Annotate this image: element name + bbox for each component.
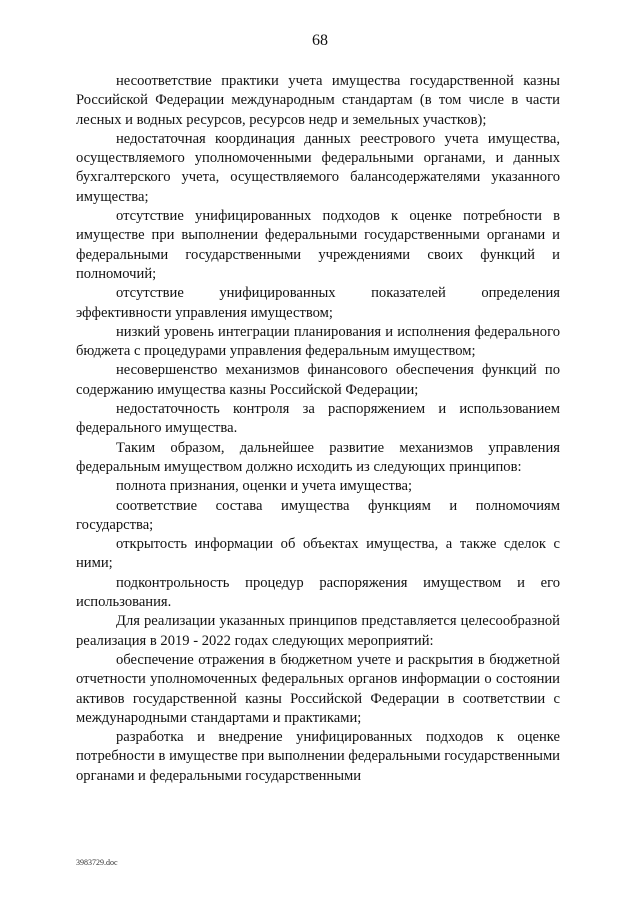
paragraph: полнота признания, оценки и учета имущества; [116,478,413,495]
footer-doc-code: 3983729.doc [76,858,118,867]
page-number: 68 [312,32,328,49]
body-text [76,72,560,786]
paragraph: соответствие состава имущества функциям и полномочиям государства; [76,497,560,533]
paragraph: Для реализации указанных принципов представляется целесообразной реализация в 2019 - 2022 годах следующих мероприятий: [76,613,560,649]
paragraph: недостаточность контроля за распоряжением и использованием федерального имущества. [76,401,560,437]
paragraph: отсутствие унифицированных показателей определения эффективности управления имуществом; [76,285,560,321]
paragraph: низкий уровень интеграции планирования и исполнения федерального бюджета с процедурами управления федеральным имуществом; [76,323,560,360]
paragraph: разработка и внедрение унифицированных подходов к оценке потребности в имуществе при выполнении федеральными государственными органами и федеральными государственными [76,729,560,784]
paragraph: отсутствие унифицированных подходов к оценке потребности в имуществе при выполнении федеральными государственными органами и федеральными государственными учреждениями своих функций и полномочий; [76,208,560,282]
paragraph: подконтрольность процедур распоряжения имуществом и его использования. [76,574,560,611]
paragraph: Таким образом, дальнейшее развитие механизмов управления федеральным имуществом должно исходить из следующих принципов: [76,439,560,475]
paragraph: несоответствие практики учета имущества государственной казны Российской Федерации международным стандартам (в том числе в части лесных и водных ресурсов, ресурсов недр и земельных участков); [76,73,560,128]
paragraph: несовершенство механизмов финансового обеспечения функций по содержанию имущества казны Российской Федерации; [76,362,560,398]
paragraph: открытость информации об объектах имущества, а также сделок с ними; [76,536,560,572]
paragraph: обеспечение отражения в бюджетном учете и раскрытия в бюджетной отчетности уполномоченных федеральных органов информации о состоянии активов государственной казны Российской Федерации в соответствии с международными стандартами и практиками; [76,651,560,726]
paragraph: недостаточная координация данных реестрового учета имущества, осуществляемого уполномоченными федеральными органами, и данных бухгалтерского учета, осуществляемого балансодержателями указанного имущества; [76,130,560,205]
